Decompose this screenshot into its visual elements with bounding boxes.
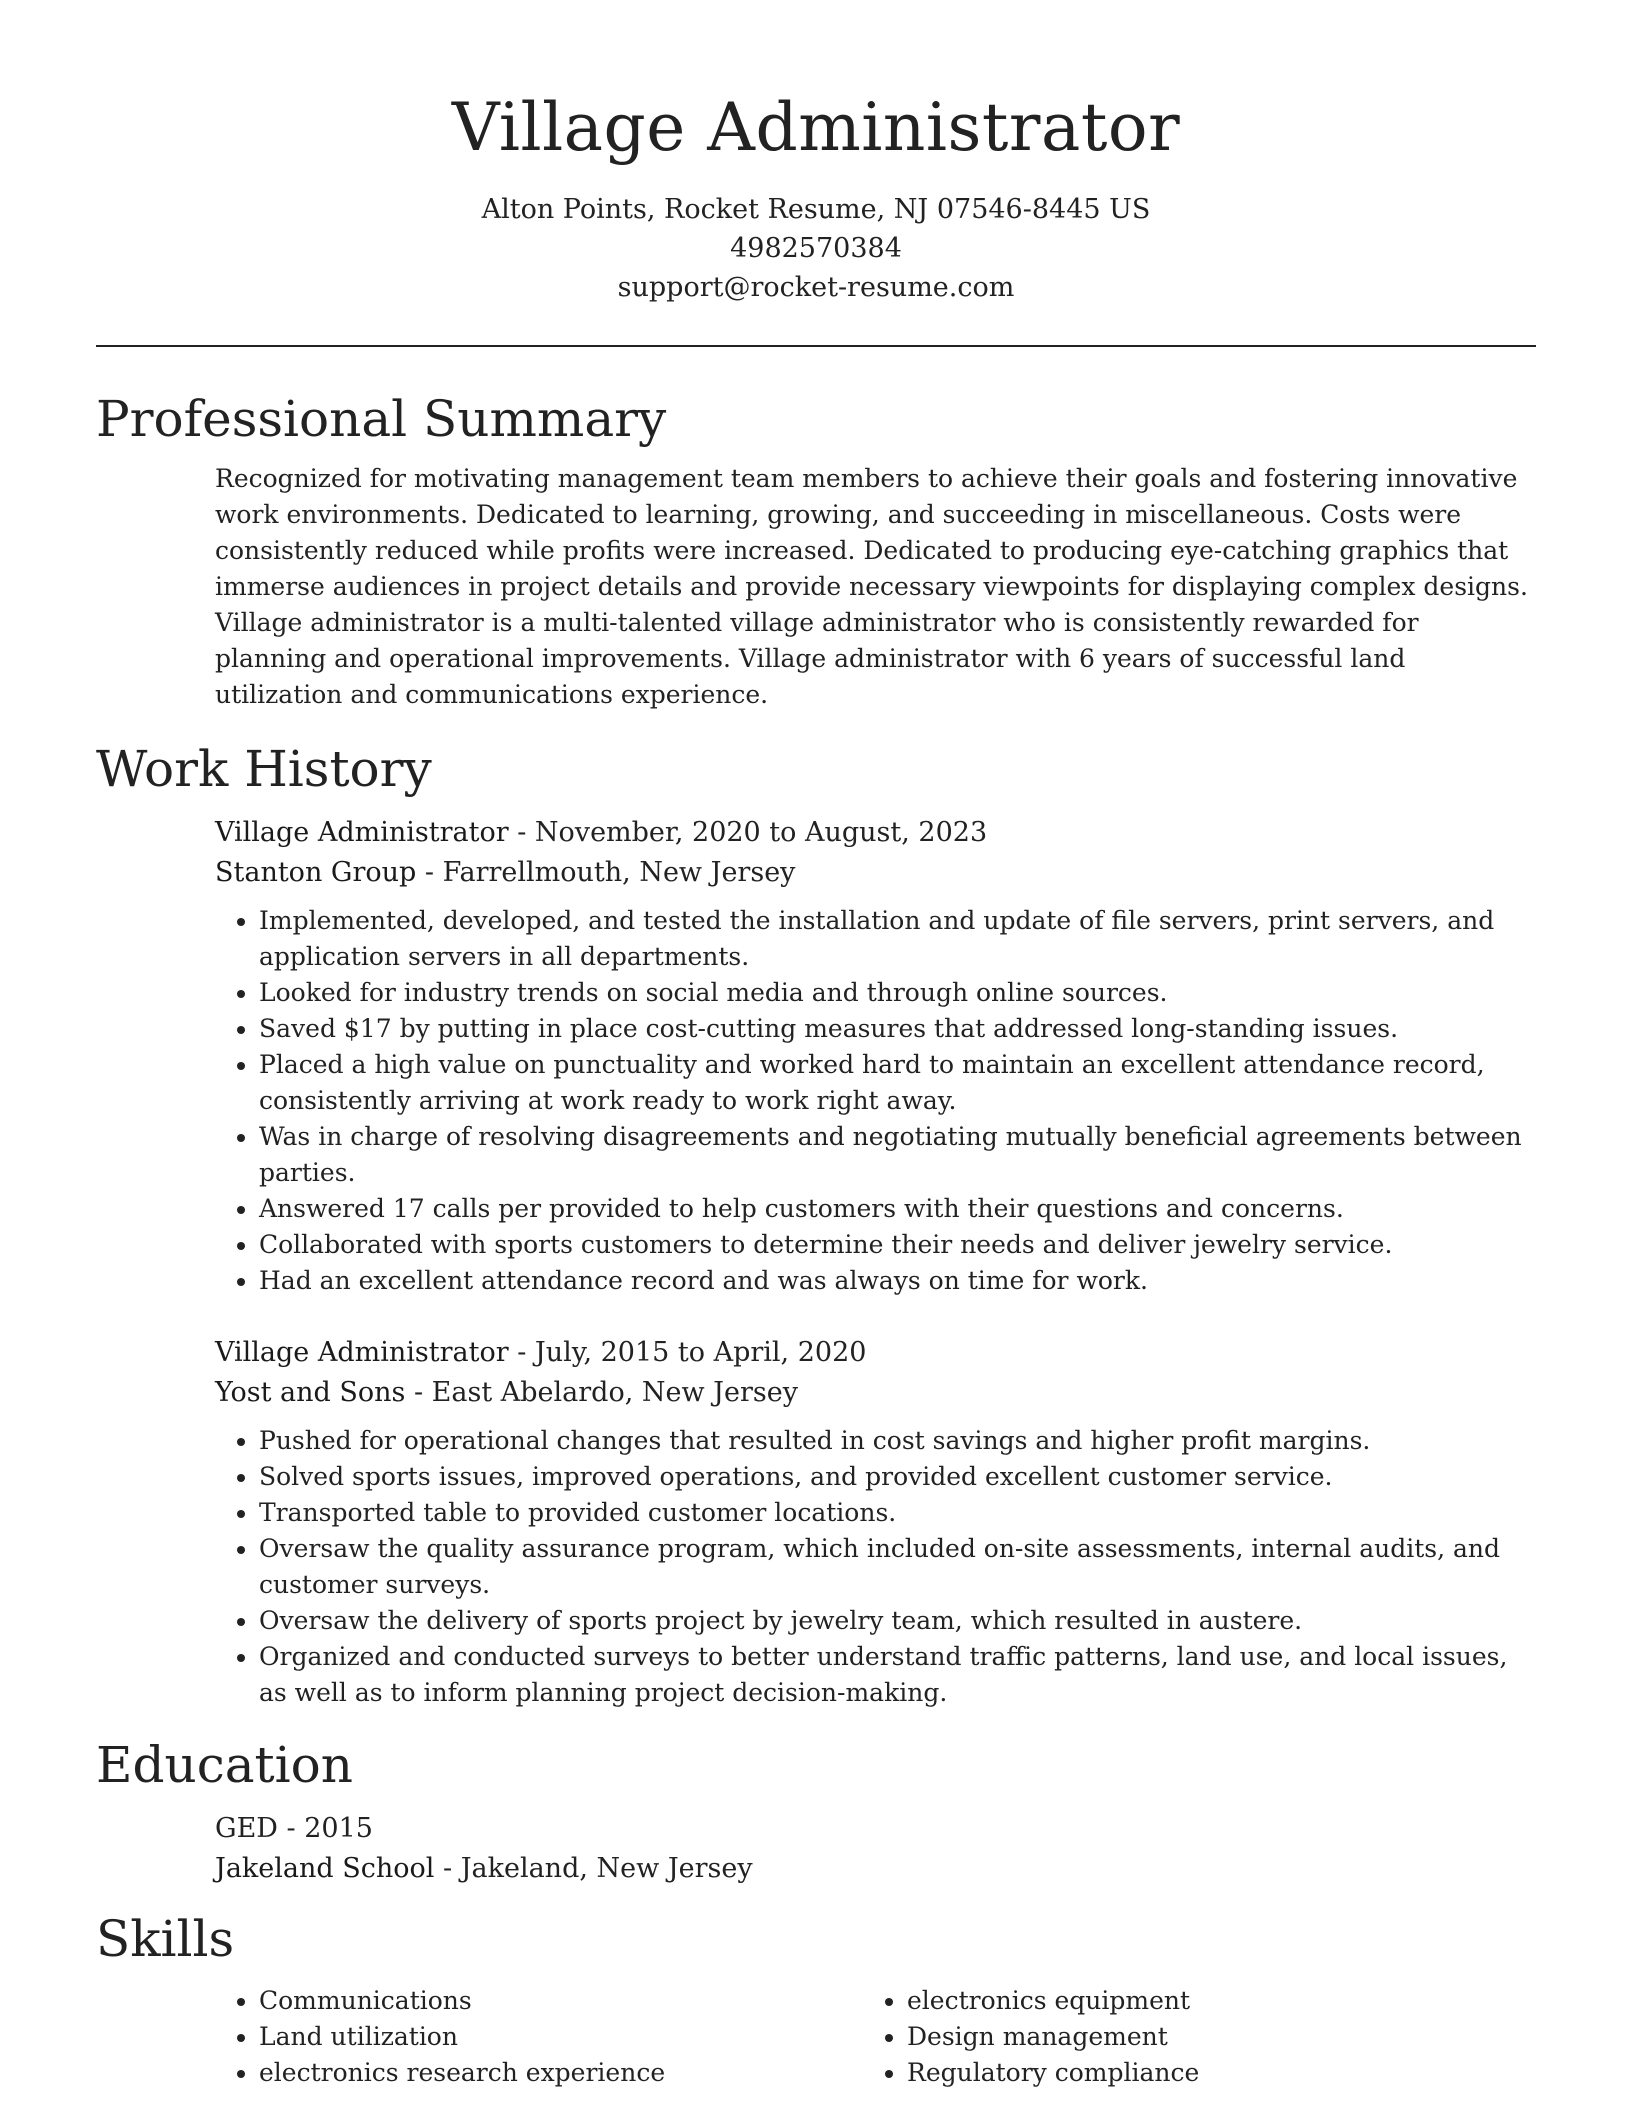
job-company-line xyxy=(215,1373,1536,1413)
education-section xyxy=(96,1809,1536,1889)
job-bullet: • Collaborated with sports customers to determine their needs and deliver jewelry service. xyxy=(259,1227,1536,1263)
contact-info xyxy=(96,190,1536,307)
education-entry xyxy=(215,1809,1536,1889)
phone-number: 4982570384 xyxy=(730,233,902,264)
header-divider xyxy=(96,345,1536,347)
job-bullet: • Looked for industry trends on social media and through online sources. xyxy=(259,975,1536,1011)
job-title-line xyxy=(215,813,1536,853)
job-dates: - November, 2020 to August, 2023 xyxy=(508,817,988,848)
degree-line xyxy=(215,1809,1536,1849)
school-location: - Jakeland, New Jersey xyxy=(434,1853,753,1884)
job-bullet: • Implemented, developed, and tested the installation and update of file servers, print servers, and application servers in all departments. xyxy=(259,903,1536,975)
skills-section xyxy=(96,1983,1536,2091)
job-bullet: • Transported table to provided customer locations. xyxy=(259,1495,1536,1531)
job-bullet: • Organized and conducted surveys to better understand traffic patterns, land use, and local issues, as well as to inform planning project decision-making. xyxy=(259,1639,1536,1711)
job-entry xyxy=(215,813,1536,1299)
school-name: Jakeland School xyxy=(215,1853,435,1884)
address: Alton Points, Rocket Resume, NJ 07546-8445 US xyxy=(481,194,1151,225)
job-bullets xyxy=(215,1423,1536,1711)
job-bullet: • Pushed for operational changes that resulted in cost savings and higher profit margins. xyxy=(259,1423,1536,1459)
job-company: Yost and Sons xyxy=(215,1377,406,1408)
job-location: - East Abelardo, New Jersey xyxy=(405,1377,798,1408)
skills-grid xyxy=(215,1983,1536,2091)
job-bullet: • Oversaw the quality assurance program, which included on-site assessments, internal audits, and customer surveys. xyxy=(259,1531,1536,1603)
skill-item: • electronics research experience xyxy=(259,2055,863,2091)
graduation-year: - 2015 xyxy=(277,1813,373,1844)
job-bullet: • Answered 17 calls per provided to help customers with their questions and concerns. xyxy=(259,1191,1536,1227)
skills-heading: Skills xyxy=(96,1910,235,1968)
job-role: Village Administrator xyxy=(215,1337,509,1368)
job-bullet: • Solved sports issues, improved operations, and provided excellent customer service. xyxy=(259,1459,1536,1495)
job-bullet: • Was in charge of resolving disagreements and negotiating mutually beneficial agreements between parties. xyxy=(259,1119,1536,1191)
work-history-heading: Work History xyxy=(96,740,432,798)
job-bullets xyxy=(215,903,1536,1299)
skill-item: • electronics equipment xyxy=(907,1983,1511,2019)
education-heading: Education xyxy=(96,1736,353,1794)
job-company-line xyxy=(215,853,1536,893)
candidate-name: Village Administrator xyxy=(451,89,1181,166)
job-bullet: • Placed a high value on punctuality and worked hard to maintain an excellent attendance record, consistently arriving at work ready to work right away. xyxy=(259,1047,1536,1119)
work-history-section xyxy=(96,813,1536,1711)
email-address: support@rocket-resume.com xyxy=(617,272,1015,303)
job-role: Village Administrator xyxy=(215,817,509,848)
job-location: - Farrellmouth, New Jersey xyxy=(416,857,796,888)
resume-header xyxy=(96,0,1536,307)
skills-column-right xyxy=(863,1983,1511,2091)
skill-item: • Regulatory compliance xyxy=(907,2055,1511,2091)
job-title-line xyxy=(215,1333,1536,1373)
skill-item: • Communications xyxy=(259,1983,863,2019)
job-company: Stanton Group xyxy=(215,857,417,888)
school-line xyxy=(215,1849,1536,1889)
job-bullet: • Had an excellent attendance record and was always on time for work. xyxy=(259,1263,1536,1299)
job-bullet: • Saved $17 by putting in place cost-cutting measures that addressed long-standing issues. xyxy=(259,1011,1536,1047)
summary-section xyxy=(96,461,1536,713)
skill-item: • Land utilization xyxy=(259,2019,863,2055)
summary-heading: Professional Summary xyxy=(96,390,667,448)
degree: GED xyxy=(215,1813,278,1844)
job-bullet: • Oversaw the delivery of sports project by jewelry team, which resulted in austere. xyxy=(259,1603,1536,1639)
job-dates: - July, 2015 to April, 2020 xyxy=(508,1337,867,1368)
skill-item: • Design management xyxy=(907,2019,1511,2055)
job-entry xyxy=(215,1333,1536,1711)
summary-text: Recognized for motivating management team members to achieve their goals and fostering innovative work environments. Dedicated to learning, growing, and succeeding in miscellaneous. Costs were consistently reduced while profits were increased. Dedicated to producing eye-catching graphics that immerse audiences in project details and provide necessary viewpoints for displaying complex designs. Village administrator is a multi-talented village administrator who is consistently rewarded for planning and operational improvements. Village administrator with 6 years of successful land utilization and communications experience. xyxy=(215,464,1528,709)
skills-column-left xyxy=(215,1983,863,2091)
